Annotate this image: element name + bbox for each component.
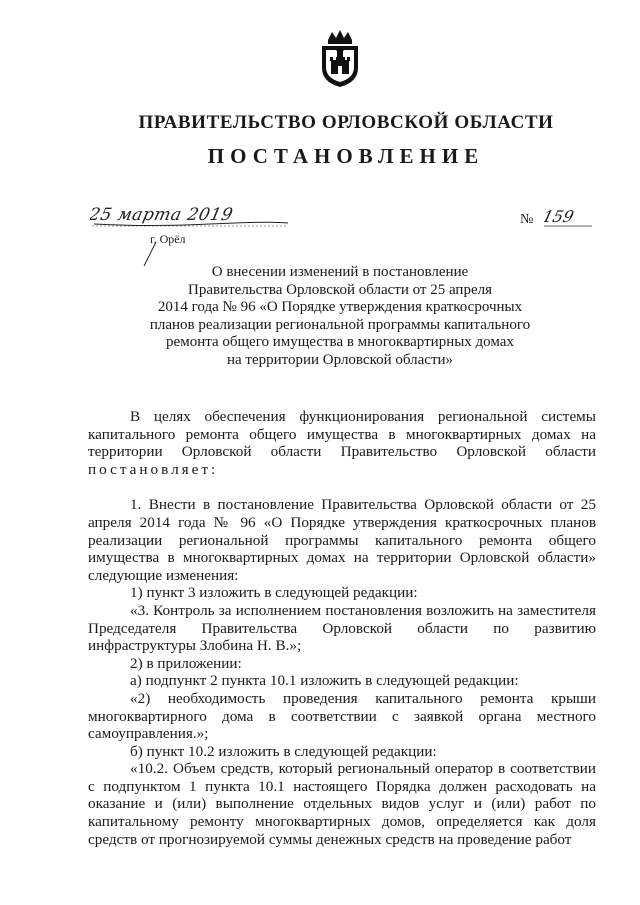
subject-line: 2014 года № 96 «О Порядке утверждения краткосрочных [157,299,523,315]
clause-1: 1. Внести в постановление Правительства Орловской области от 25 апреля 2014 года № 96 «О Порядке утверждения краткосрочных планов реализации региональной программы капитального ремонта общего имущества в многоквартирных домах на территории Орловской области» следующие изменения: [88,496,596,584]
date-signature-text: 25 марта 2019 [90,205,235,225]
preamble-paragraph [88,408,596,478]
subject-line: планов реализации региональной программы капитального [149,316,531,333]
subject-line: Правительства Орловской области от 25 апреля [188,281,492,298]
city-label: г. Орёл [150,232,186,246]
subject-line: О внесении изменений в постановление [211,264,469,280]
clause-1-2-a-text: «2) необходимость проведения капитального ремонта крыши многоквартирного дома в соответствии с заявкой органа местного самоуправления.»; [88,689,596,743]
document-body [88,408,596,848]
clause-1-2: 2) в приложении: [130,654,242,672]
number-label: № [520,212,534,227]
number-signature-text: 159 [544,207,576,226]
handwritten-date [90,202,290,232]
document-subject [130,264,550,369]
clause-1-1: 1) пункт 3 изложить в следующей редакции: [130,584,418,602]
coat-of-arms-emblem [318,30,362,88]
preamble-text: В целях обеспечения функционирования региональной системы капитального ремонта общего имущества в многоквартирных домах на территории Орловской области Правительство Орловской области [88,408,596,461]
subject-line: ремонта общего имущества в многоквартирных домах [166,334,514,350]
clause-1-1-text: «3. Контроль за исполнением постановления возложить на заместителя Председателя Правительства Орловской области по развитию инфраструктуры Злобина Н. В.»; [88,601,596,655]
document-type: ПОСТАНОВЛЕНИЕ [207,144,485,168]
resolves-word: постановляет: [88,460,219,478]
clause-1-2-b: б) пункт 10.2 изложить в следующей редакции: [130,742,437,760]
clause-1-2-b-text: «10.2. Объем средств, который региональный оператор в соответствии с подпунктом 1 пункта 10.1 настоящего Порядка должен расходовать на оказание и (или) выполнение отдельных видов услуг и (или) работ по капитальному ремонту многоквартирных домов, определяется как доля средств от прогнозируемой суммы денежных средств на проведение работ [88,760,596,848]
subject-line: на территории Орловской области» [226,351,454,368]
handwritten-number [544,204,594,230]
clause-1-2-a: а) подпункт 2 пункта 10.1 изложить в следующей редакции: [130,672,519,690]
government-title: ПРАВИТЕЛЬСТВО ОРЛОВСКОЙ ОБЛАСТИ [138,112,554,133]
